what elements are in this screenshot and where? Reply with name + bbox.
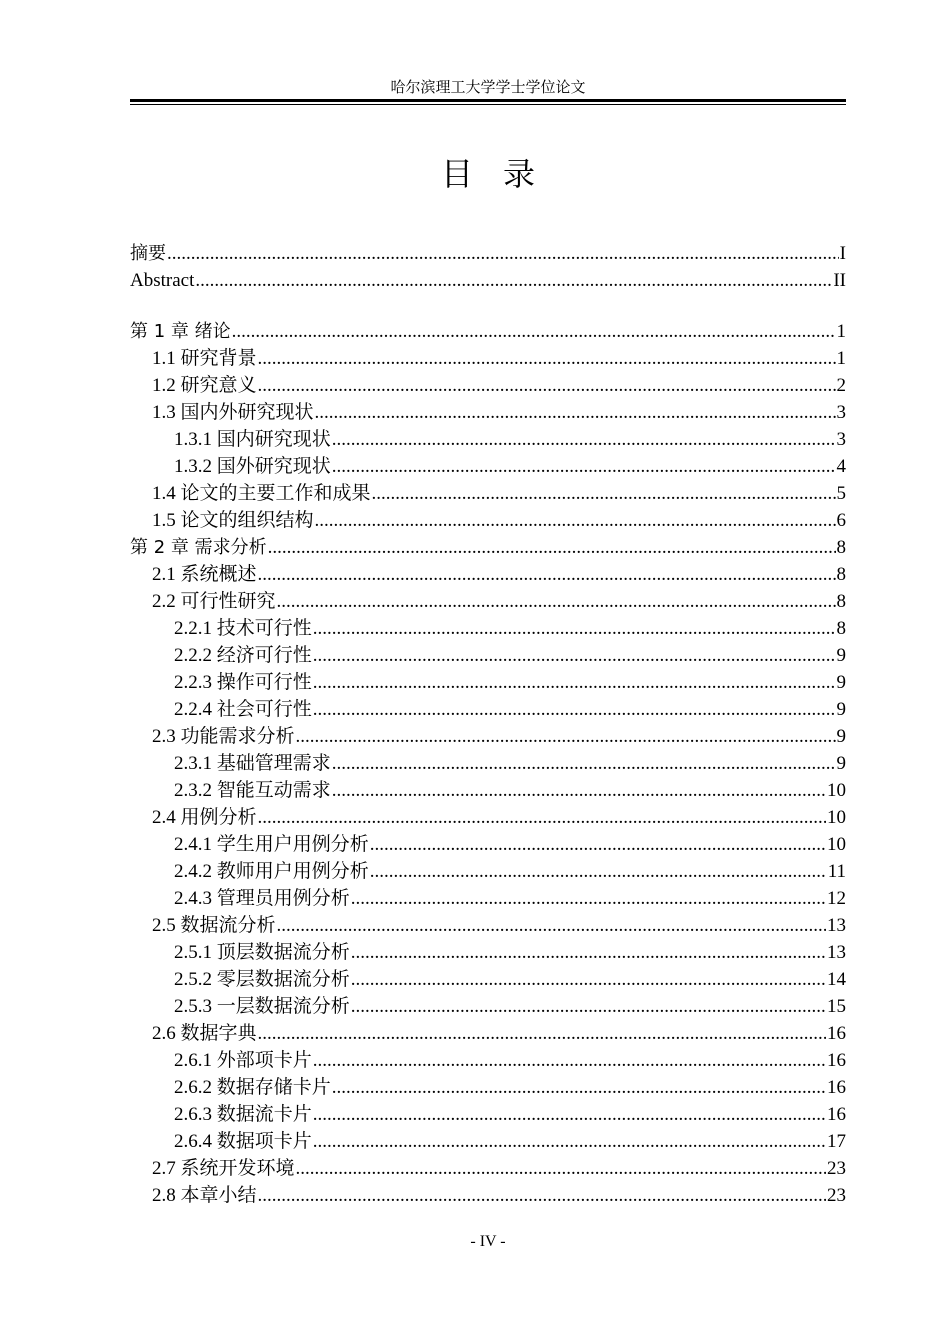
- toc-entry-page: 11: [827, 861, 846, 882]
- toc-entry-title: 1.4 论文的主要工作和成果: [152, 483, 371, 504]
- toc-dot-leader: [313, 615, 836, 642]
- toc-entry[interactable]: [130, 1101, 846, 1128]
- toc-entry-page: 3: [836, 402, 846, 423]
- toc-entry[interactable]: [130, 1020, 846, 1047]
- toc-entry[interactable]: [130, 1182, 846, 1209]
- toc-entry-page: 9: [836, 645, 846, 666]
- toc-entry[interactable]: [130, 885, 846, 912]
- toc-entry-page: 15: [827, 996, 846, 1017]
- toc-entry-page: 10: [827, 834, 846, 855]
- toc-entry-page: II: [833, 270, 846, 291]
- toc-dot-leader: [268, 534, 836, 561]
- toc-entry[interactable]: [130, 480, 846, 507]
- toc-dot-leader: [258, 561, 836, 588]
- toc-dot-leader: [277, 588, 836, 615]
- toc-entry-page: 8: [836, 564, 846, 585]
- toc-dot-leader: [370, 831, 826, 858]
- toc-entry-page: 9: [836, 726, 846, 747]
- toc-entry[interactable]: [130, 453, 846, 480]
- toc-entry-title: 2.5 数据流分析: [152, 915, 276, 936]
- toc-dot-leader: [258, 804, 826, 831]
- toc-entry-page: 6: [836, 510, 846, 531]
- toc-entry-title: 2.4.3 管理员用例分析: [174, 888, 350, 909]
- toc-dot-leader: [332, 426, 836, 453]
- toc-entry-page: 10: [827, 780, 846, 801]
- toc-entry[interactable]: [130, 1074, 846, 1101]
- page-number: - IV -: [470, 1233, 506, 1250]
- toc-entry-title: 2.7 系统开发环境: [152, 1158, 295, 1179]
- toc-entry-title: 2.2.1 技术可行性: [174, 618, 312, 639]
- toc-entry[interactable]: [130, 588, 846, 615]
- toc-dot-leader: [315, 399, 836, 426]
- toc-dot-leader: [167, 240, 839, 267]
- toc-entry-page: 4: [836, 456, 846, 477]
- toc-dot-leader: [351, 885, 826, 912]
- toc-entry[interactable]: [130, 372, 846, 399]
- toc-entry[interactable]: [130, 345, 846, 372]
- toc-entry-page: I: [839, 243, 846, 264]
- toc-dot-leader: [313, 696, 836, 723]
- toc-dot-leader: [232, 318, 836, 345]
- toc-entry-page: 8: [836, 618, 846, 639]
- toc-entry-title: 2.8 本章小结: [152, 1185, 257, 1206]
- toc-dot-leader: [332, 453, 836, 480]
- running-header: 哈尔滨理工大学学士学位论文: [390, 80, 586, 96]
- toc-entry-page: 1: [836, 348, 846, 369]
- toc-entry-page: 14: [827, 969, 846, 990]
- toc-entry[interactable]: [130, 912, 846, 939]
- toc-entry-page: 10: [827, 807, 846, 828]
- toc-entry-page: 16: [827, 1023, 846, 1044]
- toc-entry-title: 2.6.2 数据存储卡片: [174, 1077, 331, 1098]
- toc-entry-page: 8: [836, 591, 846, 612]
- toc-dot-leader: [315, 507, 836, 534]
- toc-entry-page: 1: [836, 321, 846, 342]
- toc-entry-page: 8: [836, 537, 846, 558]
- toc-dot-leader: [277, 912, 826, 939]
- toc-entry[interactable]: [130, 804, 846, 831]
- toc-entry-page: 3: [836, 429, 846, 450]
- toc-entry-title: 2.2 可行性研究: [152, 591, 276, 612]
- toc-entry[interactable]: [130, 831, 846, 858]
- toc-dot-leader: [370, 858, 827, 885]
- toc-entry-title: 2.2.3 操作可行性: [174, 672, 312, 693]
- toc-entry[interactable]: [130, 669, 846, 696]
- toc-entry-page: 17: [827, 1131, 846, 1152]
- toc-entry-title: 1.2 研究意义: [152, 375, 257, 396]
- toc-entry[interactable]: [130, 858, 846, 885]
- toc-entry-title: 2.4 用例分析: [152, 807, 257, 828]
- toc-entry-title: 2.3 功能需求分析: [152, 726, 295, 747]
- toc-entry-title: 第 2 章 需求分析: [130, 537, 267, 558]
- toc-entry-title: 2.3.2 智能互动需求: [174, 780, 331, 801]
- toc-entry-page: 9: [836, 699, 846, 720]
- toc-entry[interactable]: [130, 1047, 846, 1074]
- toc-entry[interactable]: [130, 426, 846, 453]
- toc-entry-title: 2.6.1 外部项卡片: [174, 1050, 312, 1071]
- toc-dot-leader: [195, 267, 832, 294]
- toc-dot-leader: [351, 966, 826, 993]
- toc-entry-title: 2.5.1 顶层数据流分析: [174, 942, 350, 963]
- toc-entry-title: Abstract: [130, 270, 195, 291]
- toc-dot-leader: [313, 1128, 826, 1155]
- toc-entry[interactable]: [130, 267, 846, 294]
- toc-entry[interactable]: [130, 777, 846, 804]
- toc-entry-page: 16: [827, 1050, 846, 1071]
- toc-dot-leader: [313, 669, 836, 696]
- toc-entry-page: 13: [827, 942, 846, 963]
- toc-entry[interactable]: [130, 696, 846, 723]
- toc-entry-title: 2.2.4 社会可行性: [174, 699, 312, 720]
- toc-entry-title: 1.3.2 国外研究现状: [174, 456, 331, 477]
- toc-entry-page: 13: [827, 915, 846, 936]
- toc-dot-leader: [351, 939, 826, 966]
- toc-entry[interactable]: [130, 723, 846, 750]
- toc-entry-title: 2.2.2 经济可行性: [174, 645, 312, 666]
- header-rule-thin: [130, 104, 846, 105]
- toc-entry-title: 1.3 国内外研究现状: [152, 402, 314, 423]
- toc-entry-page: 9: [836, 672, 846, 693]
- toc-dot-leader: [313, 1047, 826, 1074]
- toc-dot-leader: [332, 1074, 826, 1101]
- toc-entry[interactable]: [130, 966, 846, 993]
- toc-entry[interactable]: [130, 993, 846, 1020]
- toc-entry[interactable]: [130, 534, 846, 561]
- toc-entry-page: 16: [827, 1104, 846, 1125]
- toc-entry-title: 2.6.3 数据流卡片: [174, 1104, 312, 1125]
- toc-entry-title: 2.6 数据字典: [152, 1023, 257, 1044]
- toc-entry[interactable]: [130, 939, 846, 966]
- toc-entry-title: 摘要: [130, 243, 166, 264]
- toc-entry-title: 第 1 章 绪论: [130, 321, 231, 342]
- toc-entry-title: 2.3.1 基础管理需求: [174, 753, 331, 774]
- toc-entry-page: 9: [836, 753, 846, 774]
- toc-entry-page: 23: [827, 1185, 846, 1206]
- toc-entry-page: 16: [827, 1077, 846, 1098]
- toc-entry-title: 2.6.4 数据项卡片: [174, 1131, 312, 1152]
- toc-dot-leader: [351, 993, 826, 1020]
- toc-dot-leader: [372, 480, 836, 507]
- toc-entry[interactable]: [130, 615, 846, 642]
- toc-dot-leader: [332, 750, 836, 777]
- toc-entry[interactable]: [130, 318, 846, 345]
- toc-dot-leader: [258, 1182, 826, 1209]
- toc-entry[interactable]: [130, 240, 846, 267]
- header-rule-thick: [130, 99, 846, 102]
- toc-dot-leader: [332, 777, 826, 804]
- toc-entry-title: 1.5 论文的组织结构: [152, 510, 314, 531]
- toc-entry-page: 23: [827, 1158, 846, 1179]
- toc-entry-title: 2.5.3 一层数据流分析: [174, 996, 350, 1017]
- toc-entry[interactable]: [130, 750, 846, 777]
- toc-dot-leader: [296, 723, 836, 750]
- toc-entry-page: 12: [827, 888, 846, 909]
- toc-dot-leader: [313, 642, 836, 669]
- toc-dot-leader: [296, 1155, 826, 1182]
- toc-entry[interactable]: [130, 507, 846, 534]
- toc-entry[interactable]: [130, 399, 846, 426]
- toc-entry-page: 5: [836, 483, 846, 504]
- toc-entry[interactable]: [130, 561, 846, 588]
- toc-entry[interactable]: [130, 1155, 846, 1182]
- toc-entry-title: 2.5.2 零层数据流分析: [174, 969, 350, 990]
- toc-entry[interactable]: [130, 1128, 846, 1155]
- table-of-contents: [130, 240, 846, 1209]
- toc-entry-title: 2.4.1 学生用户用例分析: [174, 834, 369, 855]
- toc-dot-leader: [258, 372, 836, 399]
- toc-entry[interactable]: [130, 642, 846, 669]
- toc-entry-title: 1.1 研究背景: [152, 348, 257, 369]
- toc-entry-page: 2: [836, 375, 846, 396]
- toc-dot-leader: [258, 1020, 826, 1047]
- page-title: 目录: [440, 155, 565, 193]
- toc-entry-title: 2.4.2 教师用户用例分析: [174, 861, 369, 882]
- toc-entry-title: 1.3.1 国内研究现状: [174, 429, 331, 450]
- toc-dot-leader: [258, 345, 836, 372]
- toc-dot-leader: [313, 1101, 826, 1128]
- toc-entry-title: 2.1 系统概述: [152, 564, 257, 585]
